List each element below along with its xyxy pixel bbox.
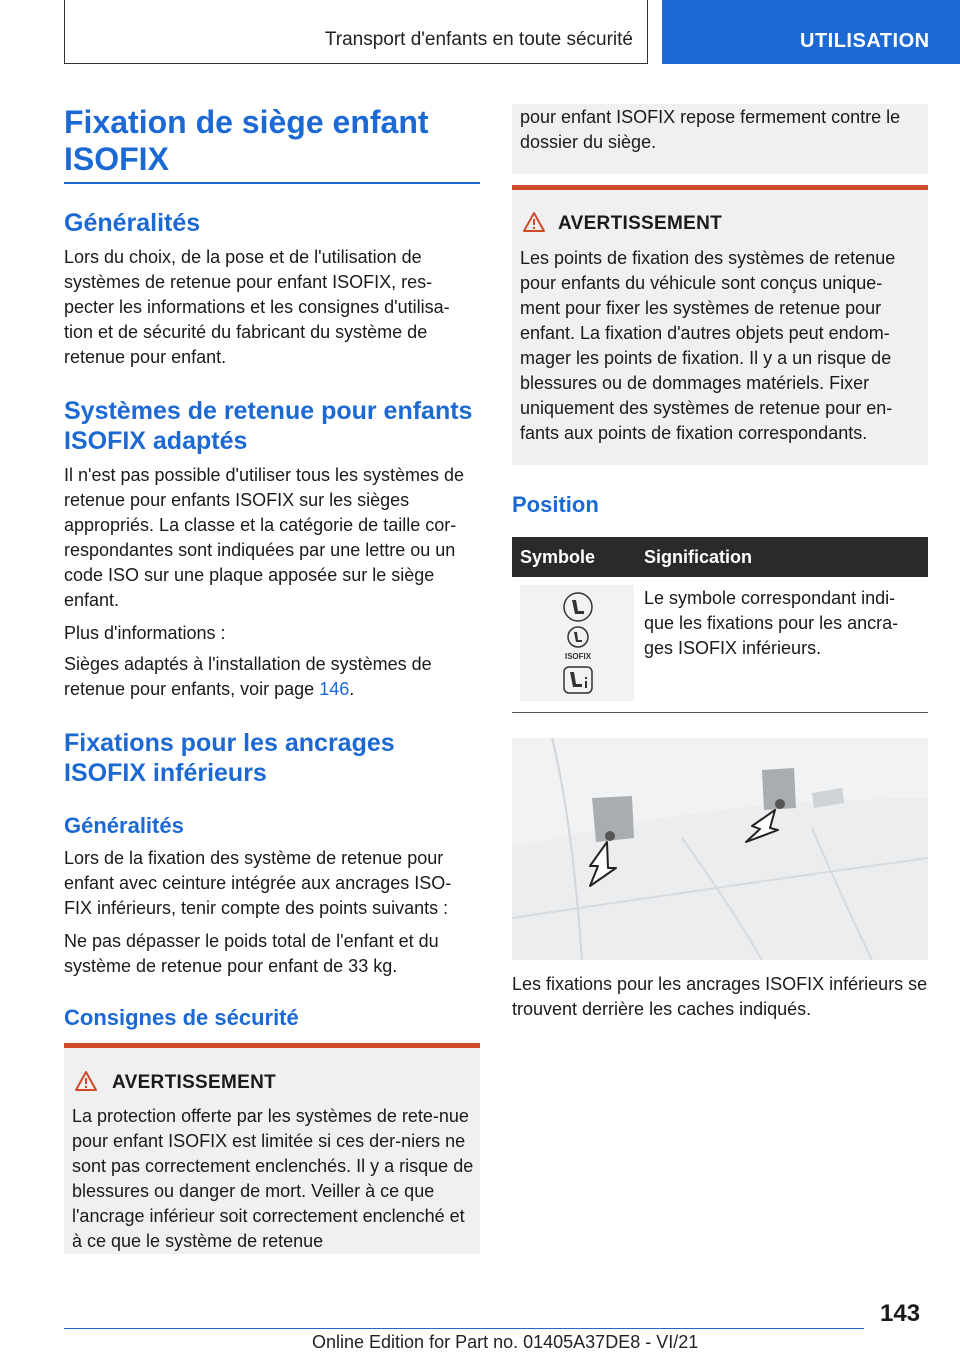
photo-caption: Les fixations pour les ancrages ISOFIX inférieurs se trouvent derrière les caches indiqués. — [512, 974, 928, 1019]
text-plus-info: Plus d'informations : — [64, 623, 226, 643]
rear-seat-isofix-photo — [512, 738, 928, 960]
page-number: 143 — [880, 1300, 921, 1327]
text-sieges — [64, 652, 474, 702]
chapter-label: UTILISATION — [800, 30, 930, 52]
header-chapter-tab[interactable] — [662, 0, 960, 64]
warning-text-right: Les points de fixation des systèmes de retenue pour enfants du véhicule sont conçus unique-ment pour fixer les systèmes de retenue pour enfant. La fixation d'autres objets peut endom-mager les points de fixation. Il y a un risque de blessures ou de dommages matériels. Fixer uniquement des systèmes de retenue pour en-fants aux points de fixation correspondants. — [520, 248, 896, 443]
table-row-meaning: Le symbole correspondant indi-que les fixations pour les ancra-ges ISOFIX inférieurs. — [644, 588, 899, 658]
warning-title-left: AVERTISSEMENT — [112, 1072, 277, 1093]
page-link-146[interactable]: 146 — [319, 679, 350, 699]
col-header-meaning: Signification — [644, 547, 752, 567]
warning-triangle-icon — [74, 1070, 98, 1092]
text-poids: Ne pas dépasser le poids total de l'enfant et du système de retenue pour enfant de 33 kg. — [64, 931, 439, 976]
col-header-symbol: Symbole — [520, 547, 596, 567]
isofix-label: ISOFIX — [564, 652, 592, 661]
heading-position: Position — [512, 492, 599, 517]
table-header — [512, 537, 928, 577]
warning-continued-text: pour enfant ISOFIX repose fermement contre le dossier du siège. — [520, 107, 901, 152]
heading-generalites-2: Généralités — [64, 813, 184, 838]
heading-consignes: Consignes de sécurité — [64, 1005, 299, 1030]
header-section-title — [64, 0, 648, 64]
heading-generalites: Généralités — [64, 209, 201, 237]
isofix-symbols-icon — [520, 585, 634, 701]
text-generalites: Lors du choix, de la pose et de l'utilisation de systèmes de retenue pour enfant ISOFIX, res-pecter les informations et les consignes d'utilisa-tion et de sécurité du fabricant du système de retenue pour enfant. — [64, 247, 450, 367]
symbol-cell — [520, 585, 634, 701]
footer-edition: Online Edition for Part no. 01405A37DE8 - VI/21 — [312, 1332, 699, 1352]
text-generalites-2: Lors de la fixation des système de retenue pour enfant avec ceinture intégrée aux ancrages ISO-FIX inférieurs, tenir compte des points suivants : — [64, 848, 452, 918]
table-bottom-rule — [512, 712, 928, 713]
sieges-end: . — [349, 679, 355, 699]
warning-triangle-icon — [522, 211, 546, 233]
page-title: Fixation de siège enfant ISOFIX — [64, 104, 429, 177]
heading-systemes: Systèmes de retenue pour enfants ISOFIX adaptés — [64, 397, 473, 455]
warning-title-right: AVERTISSEMENT — [558, 213, 723, 234]
warning-text-left: La protection offerte par les systèmes de rete-nue pour enfant ISOFIX est limitée si ces der-niers ne sont pas correctement enclenchés. Il y a risque de blessures ou danger de mort. Veiller à ce que l'ancrage inférieur soit correctement enclenché et à ce que le système de retenue — [72, 1106, 474, 1251]
text-systemes: Il n'est pas possible d'utiliser tous les systèmes de retenue pour enfants ISOFIX sur les sièges appropriés. La classe et la catégorie de taille cor-respondantes sont indiquées par une lettre ou un code ISO sur une plaque apposée sur le siège enfant. — [64, 465, 465, 610]
title-divider — [64, 182, 480, 184]
section-title-text: Transport d'enfants en toute sécurité — [324, 29, 633, 50]
footer-divider — [64, 1328, 864, 1329]
sieges-text: Sièges adaptés à l'installation de systèmes de retenue pour enfants, voir page — [64, 654, 432, 699]
heading-fixations: Fixations pour les ancrages ISOFIX inférieurs — [64, 729, 395, 787]
